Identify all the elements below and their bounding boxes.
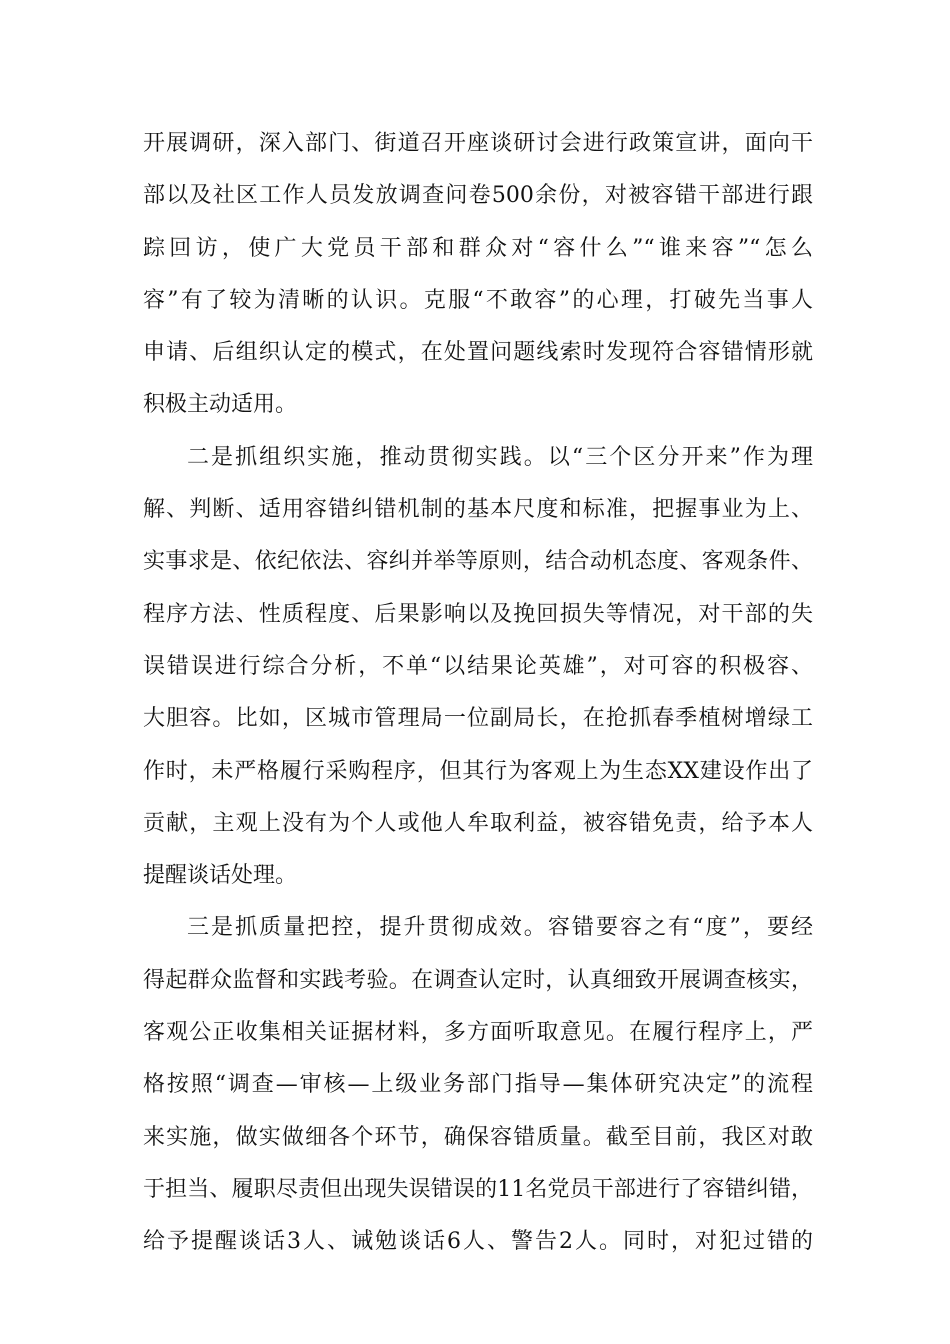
text-line: 作时，未严格履行采购程序，但其行为客观上为生态XX建设作出了 xyxy=(143,758,813,784)
text-line: 踪回访，使广大党员干部和群众对“容什么”“谁来容”“怎么 xyxy=(143,235,813,261)
text-line: 开展调研，深入部门、街道召开座谈研讨会进行政策宣讲，面向干 xyxy=(143,131,813,156)
text-line: 积极主动适用。 xyxy=(143,392,298,418)
text-line: 申请、后组织认定的模式，在处置问题线索时发现符合容错情形就 xyxy=(143,340,813,366)
text-line: 于担当、履职尽责但出现失误错误的11名党员干部进行了容错纠错， xyxy=(143,1176,813,1202)
text-line: 得起群众监督和实践考验。在调查认定时，认真细致开展调查核实， xyxy=(143,967,813,993)
body-text xyxy=(143,118,813,1269)
text-line: 程序方法、性质程度、后果影响以及挽回损失等情况，对干部的失 xyxy=(143,601,813,627)
text-line: 实事求是、依纪依法、容纠并举等原则，结合动机态度、客观条件、 xyxy=(143,549,813,575)
text-line: 来实施，做实做细各个环节，确保容错质量。截至目前，我区对敢 xyxy=(143,1124,813,1150)
text-line: 给予提醒谈话3人、诫勉谈话6人、警告2人。同时，对犯过错的 xyxy=(143,1229,813,1255)
text-line: 误错误进行综合分析，不单“以结果论英雄”，对可容的积极容、 xyxy=(143,653,813,679)
text-line: 部以及社区工作人员发放调查问卷500余份，对被容错干部进行跟 xyxy=(143,183,813,209)
text-line: 二是抓组织实施，推动贯彻实践。以“三个区分开来”作为理 xyxy=(187,444,813,470)
text-line: 解、判断、适用容错纠错机制的基本尺度和标准，把握事业为上、 xyxy=(143,497,813,523)
text-line: 三是抓质量把控，提升贯彻成效。容错要容之有“度”，要经 xyxy=(187,915,813,941)
text-line: 格按照“调查—审核—上级业务部门指导—集体研究决定”的流程 xyxy=(143,1072,813,1098)
text-line: 容”有了较为清晰的认识。克服“不敢容”的心理，打破先当事人 xyxy=(143,287,813,313)
text-line: 提醒谈话处理。 xyxy=(143,863,298,889)
text-line: 客观公正收集相关证据材料，多方面听取意见。在履行程序上，严 xyxy=(143,1020,813,1046)
text-line: 大胆容。比如，区城市管理局一位副局长，在抢抓春季植树增绿工 xyxy=(143,706,813,732)
text-line: 贡献，主观上没有为个人或他人牟取利益，被容错免责，给予本人 xyxy=(143,810,813,836)
